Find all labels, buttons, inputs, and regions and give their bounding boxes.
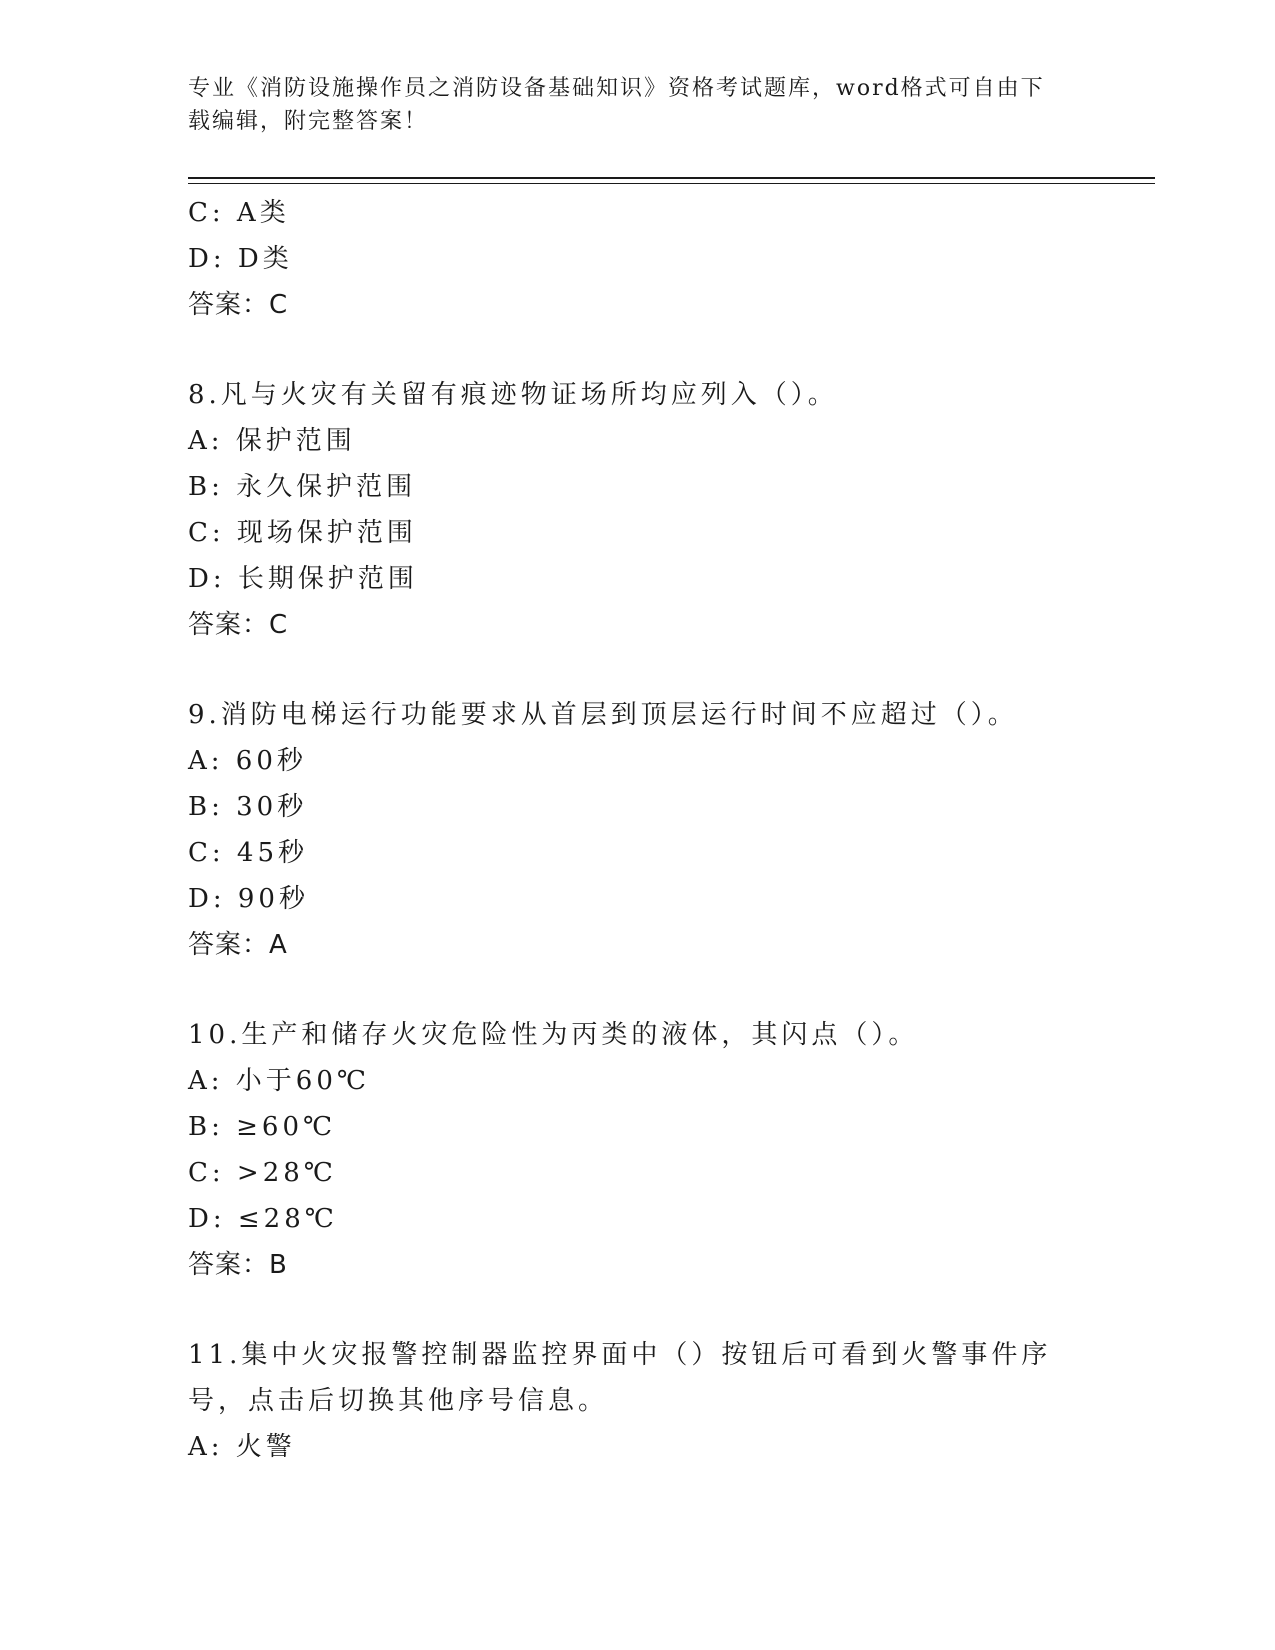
option-a: A: 小于60℃: [188, 1066, 370, 1096]
question-10: [188, 1012, 1088, 1288]
option-a: A: 60秒: [188, 746, 307, 776]
question-stem: 9.消防电梯运行功能要求从首层到顶层运行时间不应超过（）。: [188, 700, 1018, 730]
option-d: D: 90秒: [188, 884, 309, 914]
answer-line: 答案：C: [188, 610, 289, 640]
option-a: A: 保护范围: [188, 426, 356, 456]
question-9: [188, 692, 1088, 968]
question-list: [188, 190, 1088, 1470]
answer-line: 答案：C: [188, 290, 289, 320]
question-stem: 10.生产和储存火灾危险性为丙类的液体，其闪点（）。: [188, 1020, 919, 1050]
spacer: [188, 328, 1088, 372]
question-stem: 11.集中火灾报警控制器监控界面中（）按钮后可看到火警事件序号，点击后切换其他序号信息。: [188, 1340, 1052, 1416]
option-c: C: A类: [188, 198, 290, 228]
option-d: D: ≤28℃: [188, 1204, 338, 1234]
option-c: C: >28℃: [188, 1158, 337, 1188]
header-divider-thick: [188, 177, 1155, 179]
option-c: C: 现场保护范围: [188, 518, 417, 548]
option-b: B: ≥60℃: [188, 1112, 337, 1142]
option-b: B: 永久保护范围: [188, 472, 417, 502]
spacer: [188, 968, 1088, 1012]
option-d: D: D类: [188, 244, 293, 274]
option-d: D: 长期保护范围: [188, 564, 418, 594]
question-stem: 8.凡与火灾有关留有痕迹物证场所均应列入（）。: [188, 380, 838, 410]
question-7-tail: [188, 190, 1088, 328]
question-11: [188, 1332, 1088, 1470]
option-c: C: 45秒: [188, 838, 309, 868]
answer-line: 答案：B: [188, 1250, 288, 1280]
option-b: B: 30秒: [188, 792, 308, 822]
spacer: [188, 1288, 1088, 1332]
answer-line: 答案：A: [188, 930, 288, 960]
document-header: 专业《消防设施操作员之消防设备基础知识》资格考试题库，word格式可自由下载编辑，附完整答案！: [188, 76, 1045, 134]
spacer: [188, 648, 1088, 692]
question-8: [188, 372, 1088, 648]
header-divider-thin: [188, 183, 1155, 184]
option-a: A: 火警: [188, 1432, 296, 1462]
